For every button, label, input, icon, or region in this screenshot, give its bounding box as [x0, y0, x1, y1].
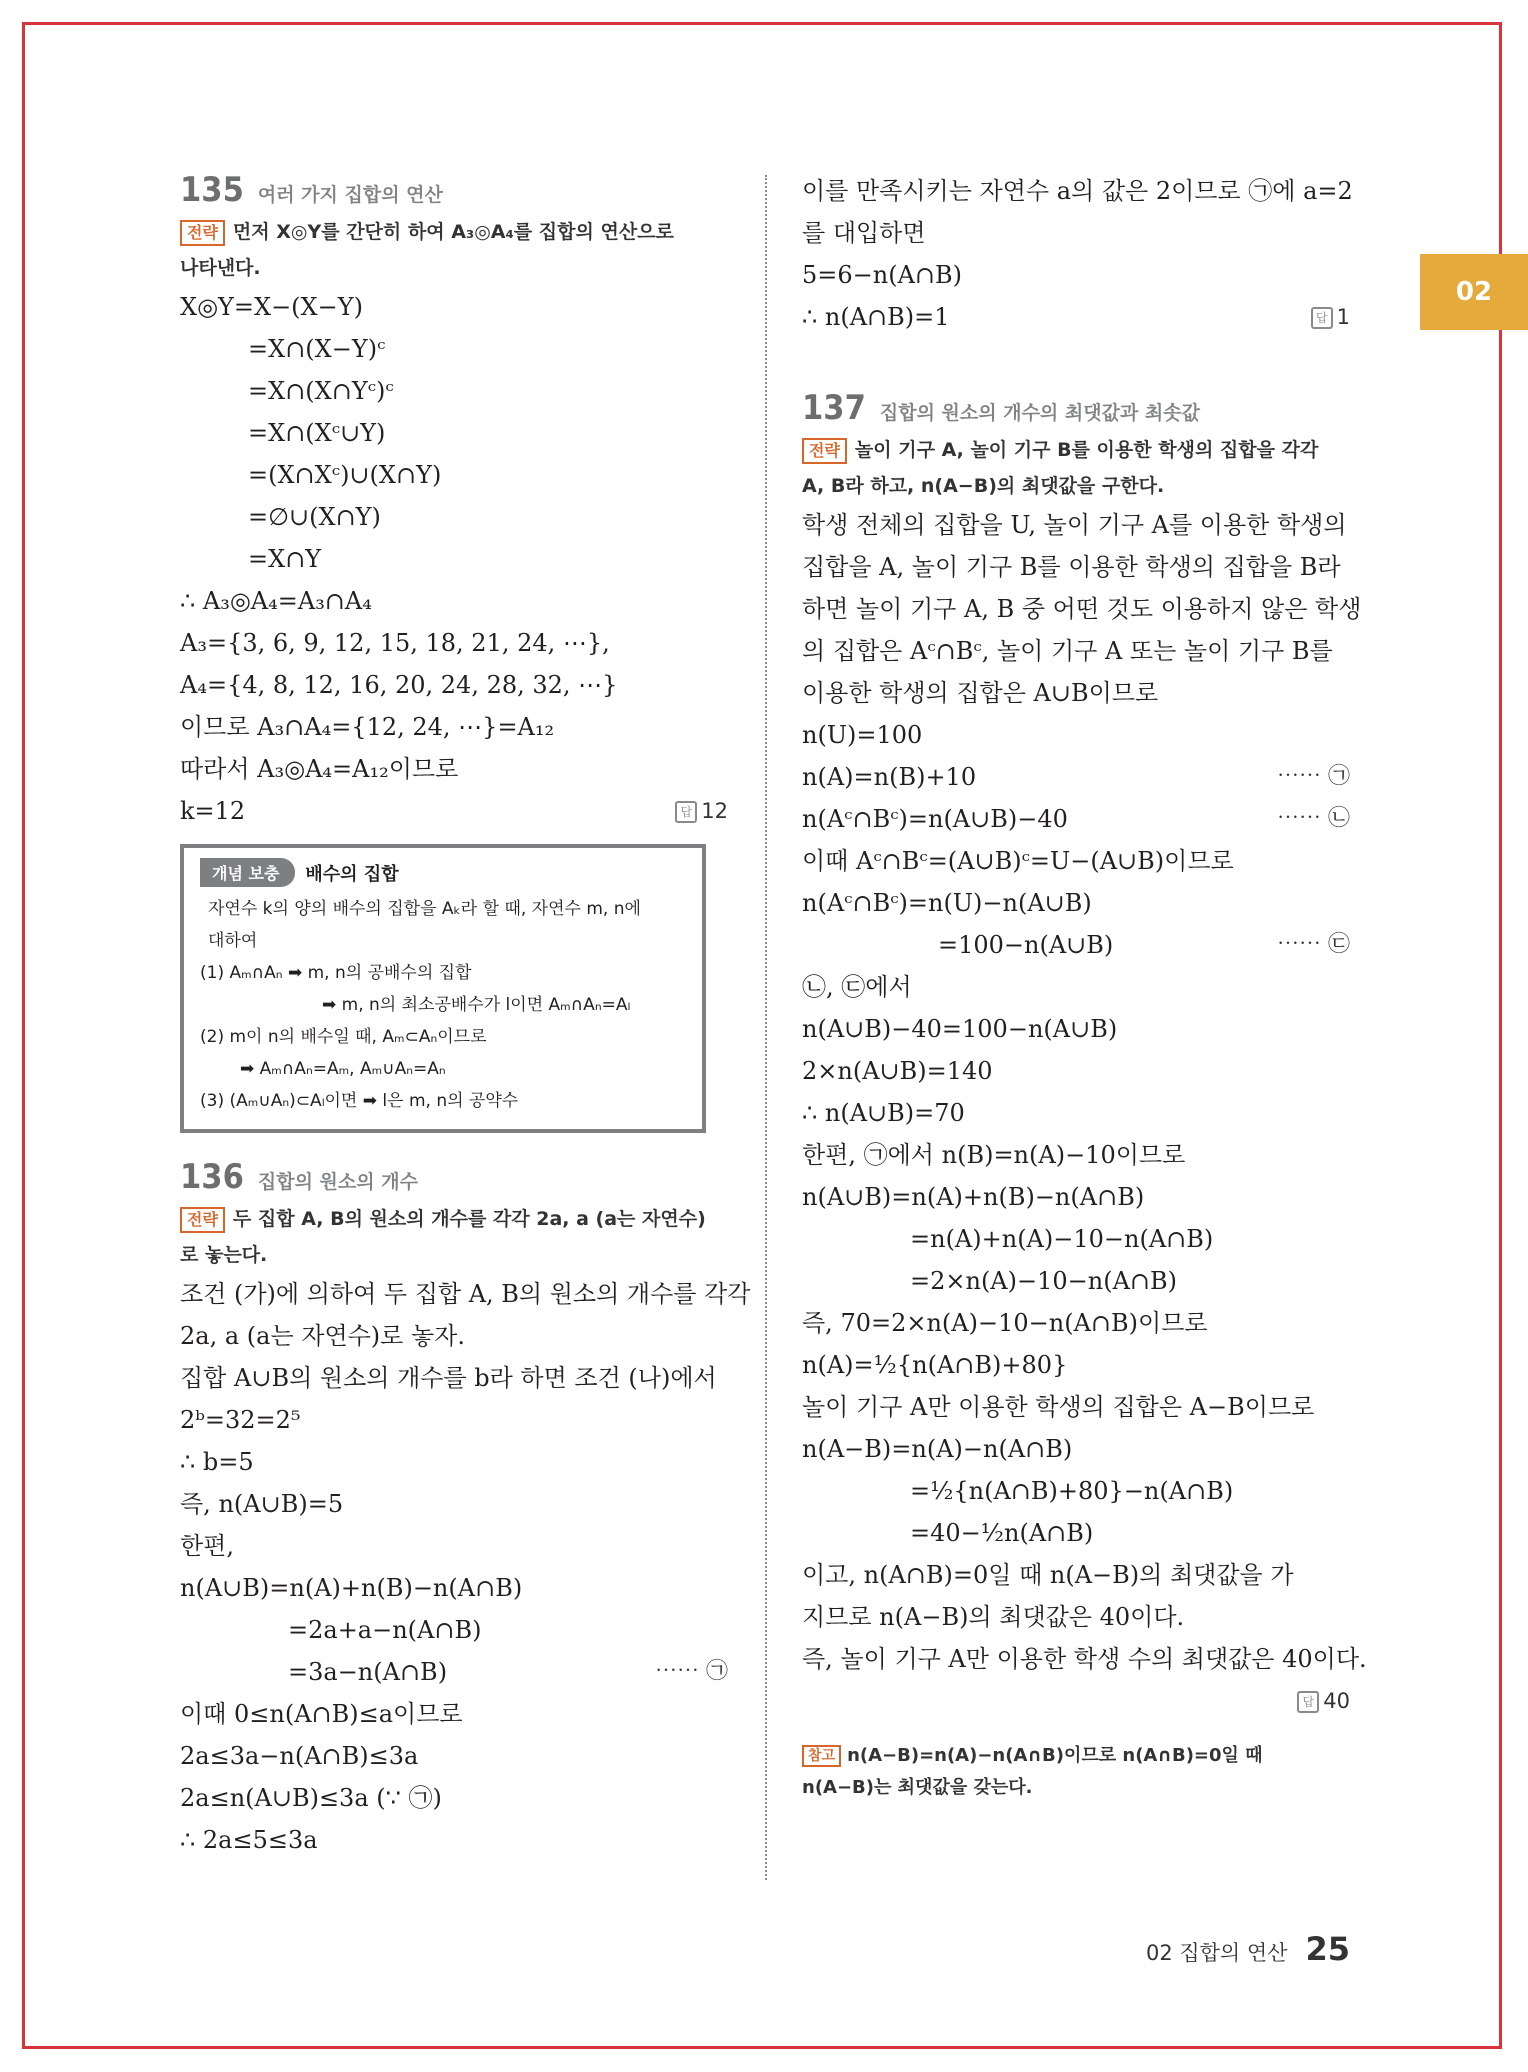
concept-label: 개념 보충 — [200, 858, 295, 887]
math-line: n(A−B)=n(A)−n(A∩B) — [802, 1435, 1073, 1463]
footer-chapter-title: 02 집합의 연산 — [1145, 1941, 1288, 1965]
strategy-line: 로 놓는다. — [180, 1244, 268, 1266]
math-line: n(A∪B)=n(A)+n(B)−n(A∩B) — [802, 1183, 1145, 1211]
answer — [1297, 1680, 1350, 1722]
math-line: =2×n(A)−10−n(A∩B) — [910, 1267, 1178, 1295]
answer-line — [180, 790, 728, 832]
text-line: 조건 (가)에 의하여 두 집합 A, B의 원소의 개수를 각각 — [180, 1280, 751, 1308]
equation-marker: ⋯⋯ ㉠ — [1277, 764, 1350, 789]
math-line — [180, 1651, 728, 1693]
math-line: 한편, ㉠에서 n(B)=n(A)−10이므로 — [802, 1141, 1186, 1169]
problem-number: 136 — [180, 1157, 244, 1197]
math-line: ∴ 2a≤5≤3a — [180, 1826, 318, 1854]
equation-marker: ⋯⋯ ㉠ — [655, 1659, 728, 1684]
concept-title: 배수의 집합 — [305, 863, 399, 885]
math-line: 따라서 A₃◎A₄=A₁₂이므로 — [180, 755, 459, 783]
concept-line: ➡ m, n의 최소공배수가 l이면 Aₘ∩Aₙ=Aₗ — [322, 995, 631, 1015]
answer-value: 1 — [1336, 305, 1350, 329]
answer-icon: 답 — [675, 801, 697, 823]
math-line — [802, 924, 1350, 966]
math-text: =3a−n(A∩B) — [288, 1658, 448, 1686]
text-line: 한편, — [180, 1532, 234, 1560]
problem-136-header — [180, 1157, 728, 1197]
answer — [1311, 296, 1350, 338]
answer-value: 12 — [701, 799, 728, 823]
text-line: 하면 놀이 기구 A, B 중 어떤 것도 이용하지 않은 학생 — [802, 595, 1362, 623]
strategy-line: A, B라 하고, n(A−B)의 최댓값을 구한다. — [802, 475, 1165, 497]
concept-line: (3) (Aₘ∪Aₙ)⊂Aₗ이면 ➡ l은 m, n의 공약수 — [200, 1091, 519, 1111]
note-text: n(A−B)=n(A)−n(A∩B)이므로 n(A∩B)=0일 때 — [847, 1745, 1263, 1766]
math-line — [802, 798, 1350, 840]
problem-135-header — [180, 170, 728, 210]
strategy-tag: 전략 — [180, 220, 225, 246]
strategy-text: 먼저 X◎Y를 간단히 하여 A₃◎A₄를 집합의 연산으로 — [232, 221, 674, 243]
strategy-tag: 전략 — [802, 438, 847, 464]
problem-137-header — [802, 388, 1350, 428]
math-line: ∴ n(A∪B)=70 — [802, 1099, 965, 1127]
math-line: 5=6−n(A∩B) — [802, 261, 963, 289]
math-line: 즉, 70=2×n(A)−10−n(A∩B)이므로 — [802, 1309, 1208, 1337]
math-line: 이므로 A₃∩A₄={12, 24, ⋯}=A₁₂ — [180, 713, 555, 741]
math-line: =X∩(Xᶜ∪Y) — [248, 419, 386, 447]
math-line: X◎Y=X−(X−Y) — [180, 293, 363, 321]
text-line: 집합 A∪B의 원소의 개수를 b라 하면 조건 (나)에서 — [180, 1364, 717, 1392]
math-line: 이때 0≤n(A∩B)≤a이므로 — [180, 1700, 463, 1728]
concept-line: (2) m이 n의 배수일 때, Aₘ⊂Aₙ이므로 — [200, 1027, 487, 1047]
concept-header — [200, 858, 686, 887]
math-line: n(Aᶜ∩Bᶜ)=n(U)−n(A∪B) — [802, 889, 1092, 917]
strategy-tag: 전략 — [180, 1207, 225, 1233]
answer-icon: 답 — [1297, 1691, 1319, 1713]
text-line: 즉, 놀이 기구 A만 이용한 학생 수의 최댓값은 40이다. — [802, 1645, 1367, 1673]
chapter-tab: 02 — [1420, 254, 1528, 330]
math-line: =(X∩Xᶜ)∪(X∩Y) — [248, 461, 442, 489]
math-line: 2×n(A∪B)=140 — [802, 1057, 993, 1085]
math-text: ∴ n(A∩B)=1 — [802, 303, 950, 331]
concept-line: 대하여 — [208, 931, 258, 951]
math-line: =X∩Y — [248, 545, 322, 573]
math-line: ∴ b=5 — [180, 1448, 254, 1476]
math-text: k=12 — [180, 797, 246, 825]
left-column — [180, 170, 751, 1861]
strategy-text: 두 집합 A, B의 원소의 개수를 각각 2a, a (a는 자연수) — [232, 1208, 706, 1230]
answer — [675, 790, 728, 832]
problem-title: 여러 가지 집합의 연산 — [257, 184, 443, 206]
equation-marker: ⋯⋯ ㉢ — [1277, 932, 1350, 957]
math-line: 2a≤3a−n(A∩B)≤3a — [180, 1742, 419, 1770]
math-line: 즉, n(A∪B)=5 — [180, 1490, 344, 1518]
math-line: 2ᵇ=32=2⁵ — [180, 1406, 301, 1434]
math-line: n(A)=½{n(A∩B)+80} — [802, 1351, 1068, 1379]
math-line: =n(A)+n(A)−10−n(A∩B) — [910, 1225, 1214, 1253]
answer-line — [802, 296, 1350, 338]
strategy-line: 나타낸다. — [180, 257, 261, 279]
concept-line: 자연수 k의 양의 배수의 집합을 Aₖ라 할 때, 자연수 m, n에 — [208, 899, 641, 919]
strategy-line — [180, 1201, 728, 1237]
problem-title: 집합의 원소의 개수 — [257, 1171, 418, 1193]
text-line: 이고, n(A∩B)=0일 때 n(A−B)의 최댓값을 가 — [802, 1561, 1294, 1589]
concept-line: ➡ Aₘ∩Aₙ=Aₘ, Aₘ∪Aₙ=Aₙ — [240, 1059, 446, 1079]
math-line: =X∩(X∩Yᶜ)ᶜ — [248, 377, 394, 405]
equation-marker: ⋯⋯ ㉡ — [1277, 806, 1350, 831]
note-line — [802, 1740, 1350, 1772]
answer-value: 40 — [1323, 1689, 1350, 1713]
math-line: A₄={4, 8, 12, 16, 20, 24, 28, 32, ⋯} — [180, 671, 618, 699]
math-line: =½{n(A∩B)+80}−n(A∩B) — [910, 1477, 1234, 1505]
problem-title: 집합의 원소의 개수의 최댓값과 최솟값 — [879, 402, 1200, 424]
text-line: 집합을 A, 놀이 기구 B를 이용한 학생의 집합을 B라 — [802, 553, 1341, 581]
page-number: 25 — [1305, 1930, 1350, 1968]
math-line: ∴ A₃◎A₄=A₃∩A₄ — [180, 587, 372, 615]
math-line: n(A∪B)−40=100−n(A∪B) — [802, 1015, 1118, 1043]
text-line: 이를 만족시키는 자연수 a의 값은 2이므로 ㉠에 a=2 — [802, 177, 1353, 205]
page-footer — [1146, 1930, 1350, 1968]
math-line: n(A∪B)=n(A)+n(B)−n(A∩B) — [180, 1574, 523, 1602]
problem-number: 135 — [180, 170, 244, 210]
strategy-line — [802, 432, 1350, 468]
text-line: 의 집합은 Aᶜ∩Bᶜ, 놀이 기구 A 또는 놀이 기구 B를 — [802, 637, 1333, 665]
math-text: =100−n(A∪B) — [938, 931, 1114, 959]
text-line: 를 대입하면 — [802, 219, 926, 247]
math-line — [802, 756, 1350, 798]
text-line: 2a, a (a는 자연수)로 놓자. — [180, 1322, 465, 1350]
note-line: n(A−B)는 최댓값을 갖는다. — [802, 1777, 1033, 1798]
math-text: n(Aᶜ∩Bᶜ)=n(A∪B)−40 — [802, 805, 1068, 833]
answer-line — [802, 1680, 1350, 1722]
right-column — [802, 170, 1367, 1804]
math-line: =X∩(X−Y)ᶜ — [248, 335, 386, 363]
column-divider — [765, 175, 767, 1880]
math-text: n(A)=n(B)+10 — [802, 763, 977, 791]
math-line: =40−½n(A∩B) — [910, 1519, 1094, 1547]
math-line: =∅∪(X∩Y) — [248, 503, 381, 531]
math-line: n(U)=100 — [802, 721, 923, 749]
text-line: 놀이 기구 A만 이용한 학생의 집합은 A−B이므로 — [802, 1393, 1315, 1421]
problem-number: 137 — [802, 388, 866, 428]
concept-box — [180, 844, 706, 1133]
text-line: ㉡, ㉢에서 — [802, 973, 912, 1001]
text-line: 이용한 학생의 집합은 A∪B이므로 — [802, 679, 1159, 707]
note-tag: 참고 — [802, 1745, 841, 1767]
text-line: 지므로 n(A−B)의 최댓값은 40이다. — [802, 1603, 1185, 1631]
strategy-line — [180, 214, 728, 250]
text-line: 학생 전체의 집합을 U, 놀이 기구 A를 이용한 학생의 — [802, 511, 1347, 539]
math-line: 2a≤n(A∪B)≤3a (∵ ㉠) — [180, 1784, 442, 1812]
answer-icon: 답 — [1311, 307, 1333, 329]
math-line: 이때 Aᶜ∩Bᶜ=(A∪B)ᶜ=U−(A∪B)이므로 — [802, 847, 1234, 875]
math-line: A₃={3, 6, 9, 12, 15, 18, 21, 24, ⋯}, — [180, 629, 610, 657]
reference-note — [802, 1740, 1350, 1804]
math-line: =2a+a−n(A∩B) — [288, 1616, 482, 1644]
strategy-text: 놀이 기구 A, 놀이 기구 B를 이용한 학생의 집합을 각각 — [854, 439, 1319, 461]
concept-line: (1) Aₘ∩Aₙ ➡ m, n의 공배수의 집합 — [200, 963, 472, 983]
